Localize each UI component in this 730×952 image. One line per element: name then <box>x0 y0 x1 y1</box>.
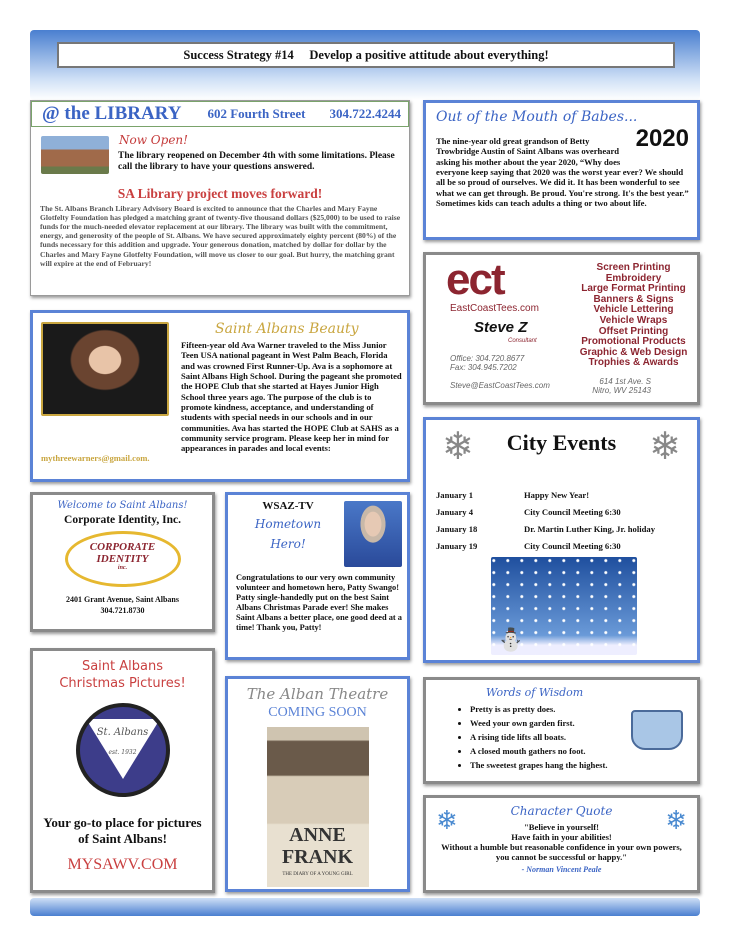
snowflake-icon: ❄ <box>649 426 681 468</box>
anne-frank-book-cover <box>267 727 369 887</box>
snowflake-icon: ❄ <box>436 806 458 835</box>
header-title: Success Strategy #14 Develop a positive attitude about everything! <box>183 48 549 62</box>
wsaz-hero-section <box>225 492 410 660</box>
ect-service: Promotional Products <box>581 336 686 348</box>
event-name: Dr. Martin Luther King, Jr. holiday <box>524 524 655 534</box>
wisdom-item: • The sweetest grapes hang the highest. <box>470 758 608 772</box>
event-row <box>436 538 655 555</box>
ect-email: Steve@EastCoastTees.com <box>450 381 550 390</box>
event-row <box>436 487 655 504</box>
snowflake-icon: ❄ <box>442 426 474 468</box>
event-date: January 18 <box>436 524 478 534</box>
corporate-name: Corporate Identity, Inc. <box>64 514 181 526</box>
ect-role: Consultant <box>508 338 537 344</box>
library-phone: 304.722.4244 <box>329 106 401 121</box>
ect-service: Banners & Signs <box>593 293 674 305</box>
st-albans-seal <box>76 703 170 797</box>
quote-line: Without a humble but reasonable confidence in your own powers, you cannot be successful or happy." <box>441 842 682 862</box>
welcome-text: Welcome to Saint Albans! <box>57 500 188 511</box>
corporate-identity-ad <box>30 492 215 632</box>
book-subtitle: THE DIARY OF A YOUNG GIRL <box>282 872 353 877</box>
beauty-section <box>30 310 410 482</box>
year-float-spacer <box>626 136 694 164</box>
character-quote-section <box>423 795 700 893</box>
mysawv-link[interactable]: MYSAWV.COM <box>67 856 178 874</box>
event-date: January 1 <box>436 490 474 500</box>
book-title-1: ANNE <box>289 824 346 846</box>
ect-service: Vehicle Wraps <box>599 314 668 326</box>
event-name: City Council Meeting 6:30 <box>524 541 621 551</box>
wsaz-title-1: Hometown <box>254 517 322 531</box>
words-of-wisdom-section <box>423 677 700 784</box>
logo-line: CORPORATE <box>89 541 156 553</box>
library-now-open: Now Open! <box>119 133 188 147</box>
ect-service: Offset Printing <box>598 325 669 337</box>
beauty-body <box>41 340 403 464</box>
christmas-pictures-ad <box>30 648 215 893</box>
ect-service: Trophies & Awards <box>588 357 679 369</box>
babes-year-graphic: 2020 <box>635 125 689 152</box>
logo-line: IDENTITY <box>96 552 149 565</box>
library-address: 602 Fourth Street <box>207 106 306 121</box>
seal-est: est. 1932 <box>108 749 137 756</box>
library-headline: SA Library project moves forward! <box>117 186 323 201</box>
ect-services <box>566 263 700 369</box>
photo-float-spacer <box>41 340 181 444</box>
event-date: January 4 <box>436 507 474 517</box>
hot-cocoa-mug-icon <box>631 710 683 750</box>
event-name: City Council Meeting 6:30 <box>524 507 621 517</box>
wsaz-title-2: Hero! <box>270 537 306 551</box>
header-title-box <box>57 42 675 68</box>
babes-body-text: The nine-year old great grandson of Betty Trowbridge Austin of Saint Albans was overheard asking his mother about the year 2020, “Why does everyone keep saying that 2020 was the worst year ever? We should all be so proud of ourselves. We did it. It has been wonderful to see what we can get through. Be proud. You're strong. It's the best year.” Sometimes kids can teach adults a thing or two about life. <box>436 136 689 208</box>
pictures-title-1: Saint Albans <box>81 659 164 674</box>
book-title-2: FRANK <box>281 846 354 868</box>
ect-service: Graphic & Web Design <box>579 346 688 358</box>
events-list <box>436 487 655 555</box>
quote-title: Character Quote <box>510 804 613 818</box>
ect-street: 614 1st Ave. S <box>599 377 651 386</box>
wsaz-station: WSAZ-TV <box>262 500 314 512</box>
coming-soon: COMING SOON <box>268 705 367 720</box>
ect-city: Nitro, WV 25143 <box>592 386 651 395</box>
library-section <box>30 100 410 296</box>
city-events-section <box>423 417 700 663</box>
library-reopen-text: The library reopened on December 4th with some limitations. Please call the library to have your questions answered. <box>118 151 395 173</box>
beauty-email-link[interactable]: mythreewarners@gmail.com. <box>41 453 150 464</box>
event-name: Happy New Year! <box>524 490 590 500</box>
ect-ad <box>423 252 700 405</box>
ect-fax: Fax: 304.945.7202 <box>450 363 517 372</box>
ect-logo: ect <box>446 255 504 304</box>
ect-service: Screen Printing <box>596 262 671 273</box>
quote-author: - Norman Vincent Peale <box>521 865 602 874</box>
theatre-title: The Alban Theatre <box>246 685 389 703</box>
patty-swango-photo <box>344 501 402 567</box>
logo-line: inc. <box>117 565 128 572</box>
event-date: January 19 <box>436 541 478 551</box>
quote-line: Have faith in your abilities! <box>511 832 612 842</box>
city-events-title: City Events <box>506 430 617 455</box>
pictures-title-2: Christmas Pictures! <box>59 676 186 691</box>
ect-office: Office: 304.720.8677 <box>450 354 525 363</box>
corporate-phone: 304.721.8730 <box>100 606 145 615</box>
footer-band <box>30 898 700 916</box>
babes-section <box>423 100 700 240</box>
quote-line: "Believe in yourself! <box>524 822 599 832</box>
library-title: @ the LIBRARY <box>42 103 182 124</box>
ect-name: Steve Z <box>474 319 528 336</box>
beauty-body-text: Fifteen-year old Ava Warner traveled to the Miss Junior Teen USA national pageant in West Palm Beach, Florida and was crowned First Runner-Up. Ava is a sophomore at Saint Albans High School. During the pageant she promoted the HOPE Club that she started at Hayes Junior High School three years ago. The purpose of the club is to promote kindness, acceptance, and understanding of students with special needs in our schools and in our communities. Ava has started the HOPE Club at SAHS as a community service program. Please keep her in mind for appearances in parades and local events: <box>181 340 402 454</box>
corporate-address: 2401 Grant Avenue, Saint Albans <box>66 595 179 604</box>
wisdom-item: • A closed mouth gathers no foot. <box>470 744 608 758</box>
library-body: The St. Albans Branch Library Advisory Board is excited to announce that the Charles and Mary Fayne Glotfelty Foundation has pledged a matching grant of twenty-five thousand dollars ($25,000) to be used to raise funds for the much-needed elevator replacement at our library. The library was built with the commitment, energy, and generosity of the people of St. Albans. We have secured approximately eighty percent (80%) of the funds necessary for this addition and upgrade. Your generous donation, matched by dollar for dollar by the Charles and Mary Fayne Glotfelty Foundation, will move us closer to our goal. But hurry, the matching grant will expire at the end of February! <box>40 204 401 268</box>
beauty-title: Saint Albans Beauty <box>215 321 359 337</box>
wisdom-title: Words of Wisdom <box>486 686 584 699</box>
event-row <box>436 504 655 521</box>
alban-theatre-section <box>225 676 410 892</box>
snowman-winter-image <box>491 557 637 655</box>
pictures-tagline: Your go-to place for pictures of Saint Albans! <box>43 815 202 846</box>
snowman-icon: ⛄ <box>497 627 525 652</box>
wisdom-item: • Weed your own garden first. <box>470 716 608 730</box>
babes-body <box>436 136 694 208</box>
wsaz-body: Congratulations to our very own community volunteer and hometown hero, Patty Swango! Patty single-handedly put on the best Saint Albans Christmas Parade ever! She makes Saint Albans a better place, one good deed at a time! Thank you, Patty! <box>236 573 402 633</box>
ect-service: Vehicle Lettering <box>593 304 674 316</box>
wisdom-list <box>454 702 608 772</box>
ect-service: Large Format Printing <box>581 283 686 295</box>
ect-service: Embroidery <box>605 272 662 284</box>
wisdom-item: • A rising tide lifts all boats. <box>470 730 608 744</box>
library-title-bar <box>31 101 409 127</box>
wisdom-item: • Pretty is as pretty does. <box>470 702 608 716</box>
corporate-identity-logo <box>65 531 181 587</box>
snowflake-icon: ❄ <box>665 806 687 835</box>
babes-title: Out of the Mouth of Babes... <box>436 109 638 125</box>
ect-site: EastCoastTees.com <box>450 303 539 314</box>
seal-text: St. Albans <box>96 727 149 738</box>
event-row <box>436 521 655 538</box>
library-photo <box>41 136 109 174</box>
